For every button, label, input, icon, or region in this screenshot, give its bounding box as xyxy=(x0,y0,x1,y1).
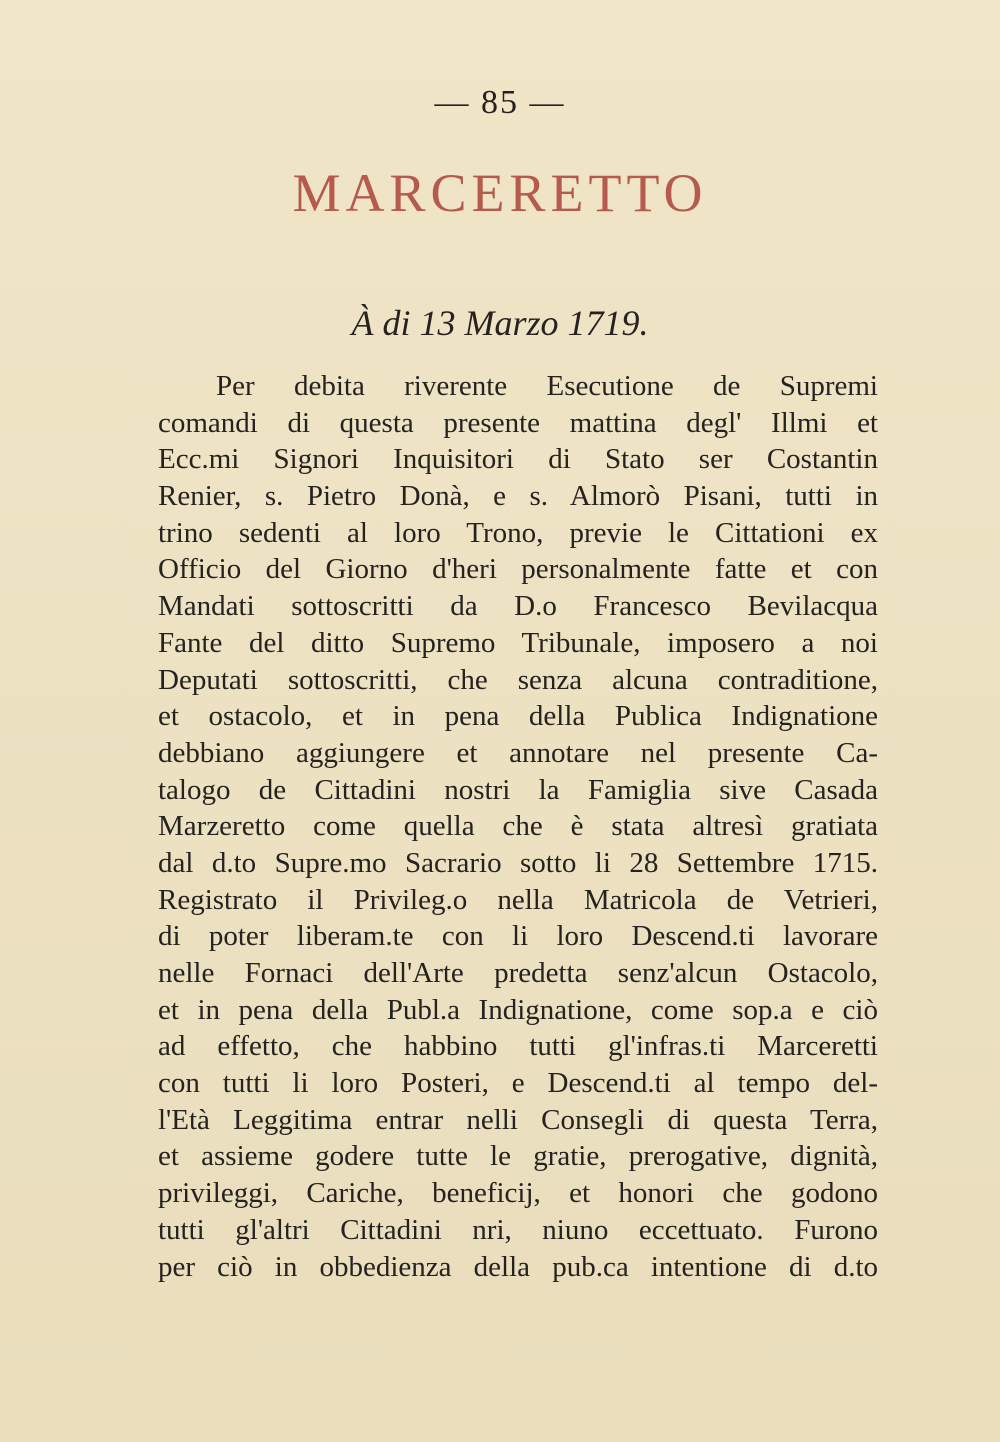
text-line: trino sedenti al loro Trono, previe le Cittationi ex xyxy=(158,516,878,549)
text-line: Officio del Giorno d'heri personalmente fatte et con xyxy=(158,553,878,586)
text-line: Per debita riverente Esecutione de Supremi xyxy=(216,370,878,402)
text-line: Registrato il Privileg.o nella Matricola de Vetrieri, xyxy=(158,883,878,916)
text-line: l'Età Leggitima entrar nelli Consegli di questa Terra, xyxy=(158,1103,878,1136)
text-line: di poter liberam.te con li loro Descend.ti lavorare xyxy=(158,920,878,953)
text-line: nelle Fornaci dell'Arte predetta senz'alcun Ostacolo, xyxy=(158,957,878,989)
text-line: et in pena della Publ.a Indignatione, come sop.a e ciò xyxy=(158,993,878,1026)
text-line: et ostacolo, et in pena della Publica Indignatione xyxy=(158,700,878,733)
page-number: — 85 — xyxy=(434,84,566,121)
text-line: Ecc.mi Signori Inquisitori di Stato ser Costantin xyxy=(158,443,878,476)
text-line: con tutti li loro Posteri, e Descend.ti al tempo del- xyxy=(158,1067,878,1100)
text-line: talogo de Cittadini nostri la Famiglia sive Casada xyxy=(158,773,878,806)
text-line: Marzeretto come quella che è stata altresì gratiata xyxy=(158,810,878,843)
text-line: per ciò in obbedienza della pub.ca intentione di d.to xyxy=(158,1250,878,1283)
text-line: et assieme godere tutte le gratie, prerogative, dignità, xyxy=(158,1140,878,1173)
text-line: Fante del ditto Supremo Tribunale, imposero a noi xyxy=(158,626,878,659)
body-paragraph xyxy=(158,368,878,1285)
text-line: debbiano aggiungere et annotare nel presente Ca- xyxy=(158,736,878,769)
text-line: Mandati sottoscritti da D.o Francesco Bevilacqua xyxy=(158,590,878,623)
text-line: ad effetto, che habbino tutti gl'infras.ti Marceretti xyxy=(158,1030,878,1063)
text-line: dal d.to Supre.mo Sacrario sotto li 28 Settembre 1715. xyxy=(158,846,878,879)
text-line: privileggi, Cariche, beneficij, et honori che godono xyxy=(158,1177,878,1210)
section-title: MARCERETTO xyxy=(292,163,708,223)
text-line: Renier, s. Pietro Donà, e s. Almorò Pisani, tutti in xyxy=(158,480,878,513)
text-line: comandi di questa presente mattina degl' Illmi et xyxy=(158,406,878,439)
date-line: À di 13 Marzo 1719. xyxy=(351,303,649,343)
text-line: Deputati sottoscritti, che senza alcuna contraditione, xyxy=(158,663,878,696)
text-line: tutti gl'altri Cittadini nri, niuno eccettuato. Furono xyxy=(158,1213,878,1246)
